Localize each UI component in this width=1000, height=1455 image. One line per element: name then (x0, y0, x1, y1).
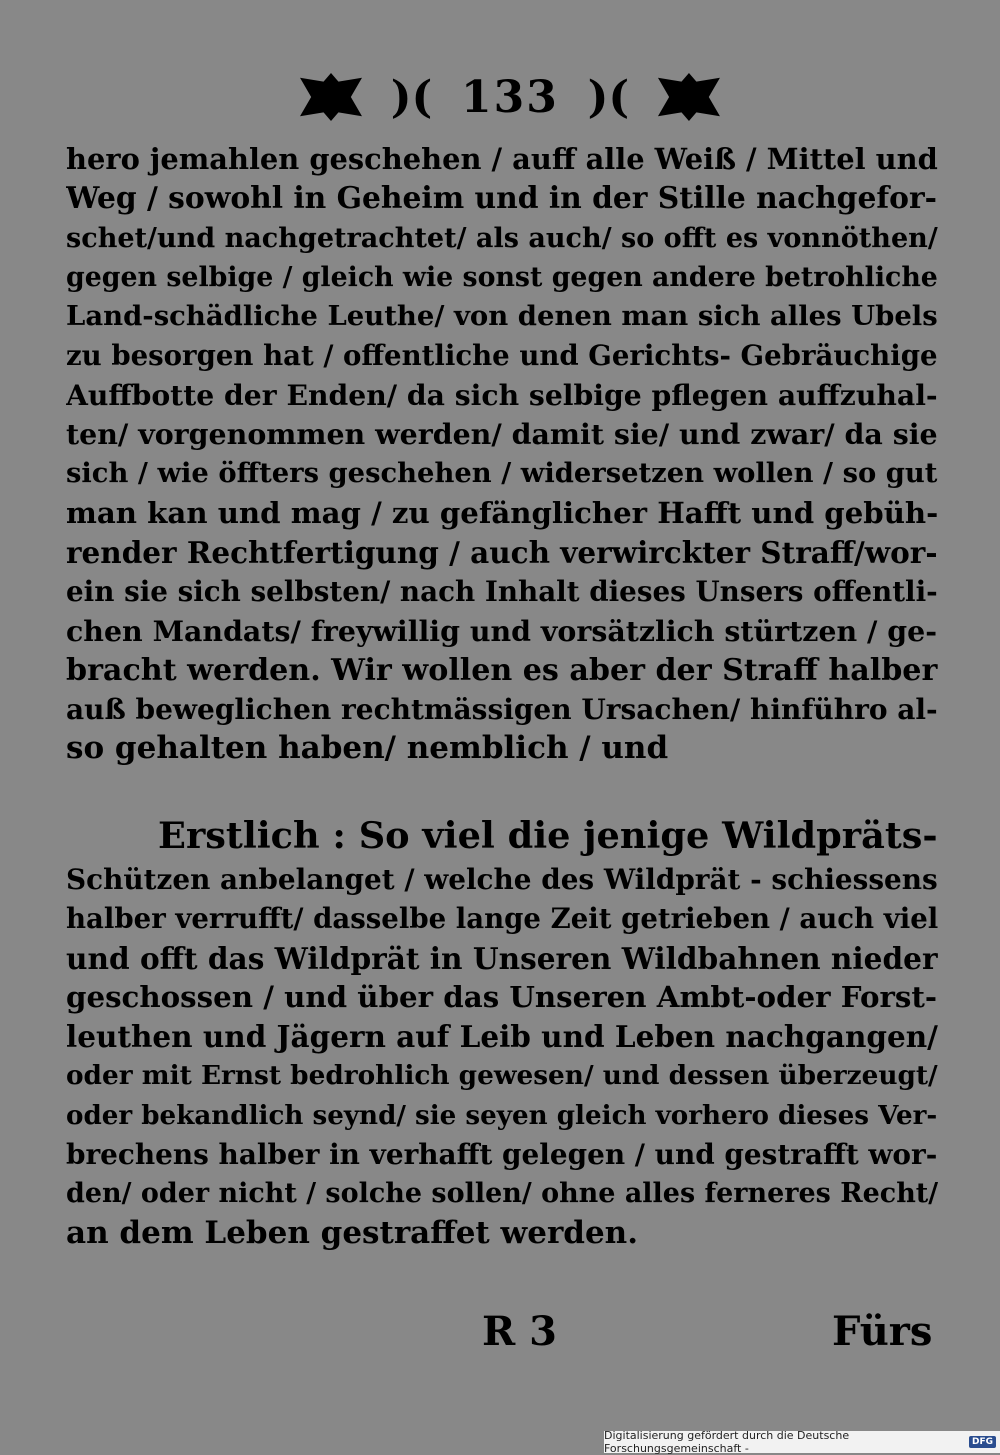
catchword: Fürs (832, 1308, 933, 1355)
paragraph-opening-line: Erstlich : So viel die jenige Wildpräts- (158, 814, 938, 857)
text-line: halber verrufft/ dasselbe lange Zeit getrieben / auch viel (66, 902, 938, 936)
text-line: ten/ vorgenommen werden/ damit sie/ und zwar/ da sie (66, 417, 938, 452)
text-line: schet/und nachgetrachtet/ als auch/ so offt es vonnöthen/ (66, 222, 938, 254)
header-bracket-right: )( (587, 71, 630, 123)
dfg-logo: DFG (969, 1436, 996, 1448)
text-line: den/ oder nicht / solche sollen/ ohne alles ferneres Recht/ (66, 1178, 938, 1210)
credit-text: Digitalisierung gefördert durch die Deutsche Forschungsgemeinschaft - (604, 1429, 850, 1455)
text-line: so gehalten haben/ nemblich / und (66, 730, 669, 767)
text-line: Weg / sowohl in Geheim und in der Stille nachgefor- (66, 181, 937, 217)
header-bracket-left: )( (390, 71, 433, 123)
text-line: Auffbotte der Enden/ da sich selbige pflegen auffzuhal- (66, 377, 938, 412)
text-line: hero jemahlen geschehen / auff alle Weiß / Mittel und (66, 142, 938, 176)
text-line: brechens halber in verhafft gelegen / und gestrafft wor- (66, 1138, 938, 1172)
signature-mark: R 3 (482, 1308, 557, 1355)
text-line: man kan und mag / zu gefänglicher Hafft und gebüh- (66, 495, 938, 530)
text-line: an dem Leben gestraffet werden. (66, 1214, 639, 1251)
text-line: gegen selbige / gleich wie sonst gegen andere betrohliche (66, 261, 938, 293)
text-line: sich / wie öffters geschehen / widersetzen wollen / so gut (66, 457, 938, 490)
text-line: ein sie sich selbsten/ nach Inhalt dieses Unsers offentli- (66, 575, 938, 609)
ornament-right-icon (658, 73, 720, 121)
paragraph-continuation (66, 140, 938, 769)
text-line: und offt das Wildprät in Unseren Wildbahnen nieder (66, 940, 938, 976)
page-number: 133 (461, 71, 559, 123)
text-line: zu besorgen hat / offentliche und Gerichts- Gebräuchige (66, 339, 938, 373)
text-line: oder mit Ernst bedrohlich gewesen/ und dessen überzeugt/ (66, 1060, 938, 1092)
text-line: bracht werden. Wir wollen es aber der Straff halber (66, 652, 938, 688)
text-line: render Rechtfertigung / auch verwirckter Straff/wor- (66, 534, 938, 570)
text-line: leuthen und Jägern auf Leib und Leben nachgangen/ (66, 1019, 938, 1055)
digitization-credit (604, 1431, 1000, 1453)
page-header (300, 62, 720, 132)
text-line: Land-schädliche Leuthe/ von denen man sich alles Ubels (66, 300, 938, 333)
paragraph-erstlich (66, 812, 938, 1253)
text-line: Schützen anbelanget / welche des Wildprät - schiessens (66, 863, 938, 896)
text-line: oder bekandlich seynd/ sie seyen gleich vorhero dieses Ver- (66, 1099, 938, 1131)
text-line: chen Mandats/ freywillig und vorsätzlich stürtzen / ge- (66, 613, 937, 648)
text-line: auß beweglichen rechtmässigen Ursachen/ hinführo al- (66, 693, 938, 727)
ornament-left-icon (300, 73, 362, 121)
text-line: geschossen / und über das Unseren Ambt-oder Forst- (66, 979, 938, 1014)
